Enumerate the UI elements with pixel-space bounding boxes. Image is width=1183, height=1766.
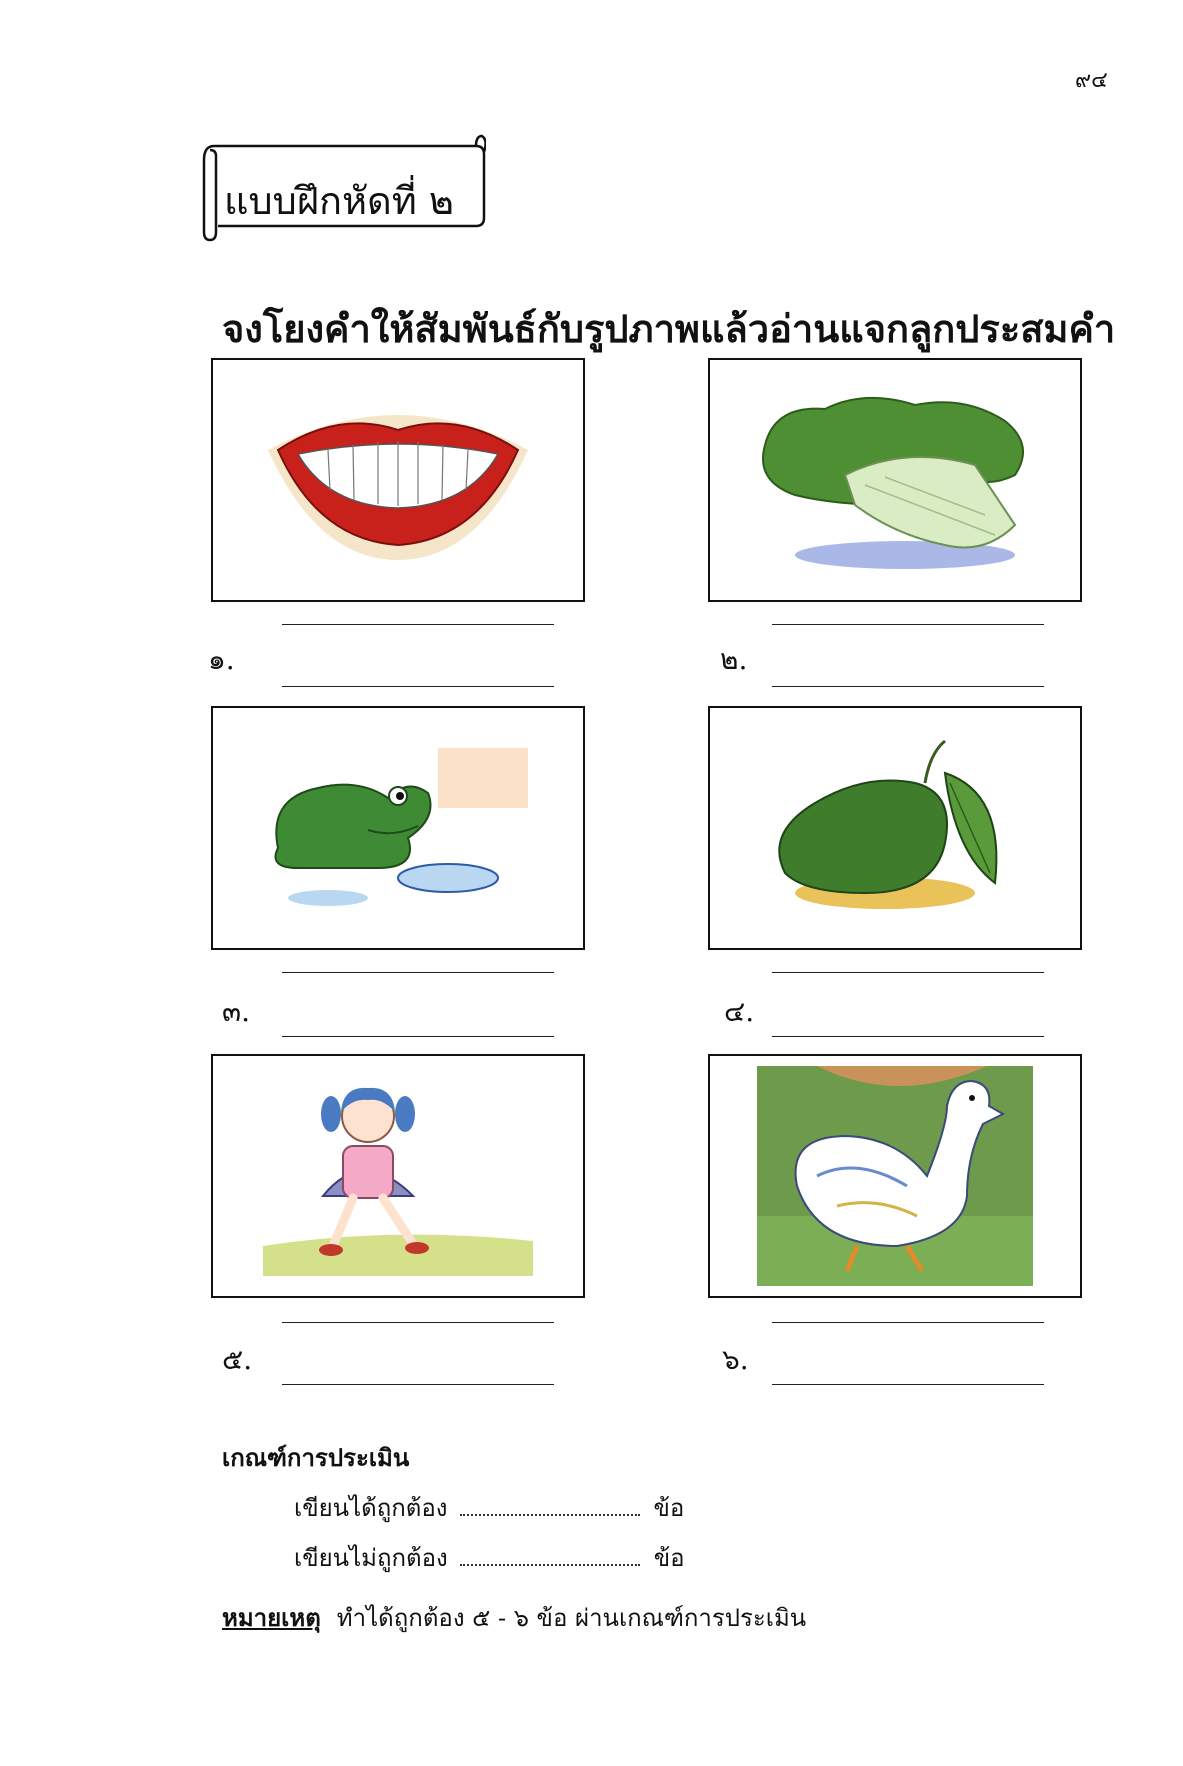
unit-label: ข้อ — [653, 1544, 685, 1572]
criteria-title: เกณฑ์การประเมิน — [222, 1443, 410, 1472]
item-number-6: ๖. — [722, 1343, 749, 1376]
answer-line[interactable] — [772, 1036, 1044, 1037]
mouth-icon — [258, 390, 538, 570]
answer-line[interactable] — [772, 1322, 1044, 1323]
item-number-2: ๒. — [720, 643, 748, 676]
exercise-banner — [196, 132, 486, 242]
frog-icon — [258, 738, 538, 918]
picture-cell-5 — [211, 1054, 585, 1298]
answer-line[interactable] — [282, 972, 554, 973]
exercise-title: แบบฝึกหัดที่ ๒ — [224, 179, 454, 223]
incorrect-label: เขียนไม่ถูกต้อง — [294, 1544, 448, 1572]
answer-line[interactable] — [772, 1384, 1044, 1385]
note — [222, 1598, 806, 1637]
picture-frame — [211, 358, 585, 602]
answer-line[interactable] — [772, 972, 1044, 973]
correct-count-field[interactable] — [460, 1514, 640, 1516]
note-text: ทำได้ถูกต้อง ๕ - ๖ ข้อ ผ่านเกณฑ์การประเมิน — [336, 1604, 807, 1632]
picture-cell-3 — [211, 706, 585, 950]
item-number-4: ๔. — [724, 995, 755, 1028]
incorrect-count-field[interactable] — [460, 1564, 640, 1566]
page-number: ๙๔ — [1075, 68, 1108, 93]
answer-line[interactable] — [772, 624, 1044, 625]
picture-frame — [708, 358, 1082, 602]
answer-line[interactable] — [282, 686, 554, 687]
item-number-3: ๓. — [222, 995, 251, 1028]
picture-cell-1 — [211, 358, 585, 602]
girl-walking-icon — [253, 1076, 543, 1276]
picture-frame — [708, 706, 1082, 950]
unit-label: ข้อ — [653, 1494, 685, 1522]
answer-line[interactable] — [282, 1322, 554, 1323]
duck-icon — [757, 1066, 1033, 1286]
item-number-5: ๕. — [222, 1343, 253, 1376]
picture-frame — [211, 706, 585, 950]
picture-cell-2 — [708, 358, 1082, 602]
answer-line[interactable] — [282, 1384, 554, 1385]
picture-cell-4 — [708, 706, 1082, 950]
picture-cell-6 — [708, 1054, 1082, 1298]
item-number-1: ๑. — [208, 643, 235, 676]
cabbage-icon — [745, 385, 1045, 575]
answer-line[interactable] — [282, 624, 554, 625]
mango-icon — [755, 733, 1035, 923]
answer-line[interactable] — [772, 686, 1044, 687]
answer-line[interactable] — [282, 1036, 554, 1037]
picture-frame — [211, 1054, 585, 1298]
criteria-correct-row — [294, 1488, 684, 1527]
picture-frame — [708, 1054, 1082, 1298]
criteria-incorrect-row — [294, 1538, 685, 1577]
instruction-text: จงโยงคำให้สัมพันธ์กับรูปภาพแล้วอ่านแจกลูกประสมคำ — [222, 306, 1116, 351]
note-label: หมายเหตุ — [222, 1603, 321, 1632]
correct-label: เขียนได้ถูกต้อง — [294, 1494, 448, 1522]
